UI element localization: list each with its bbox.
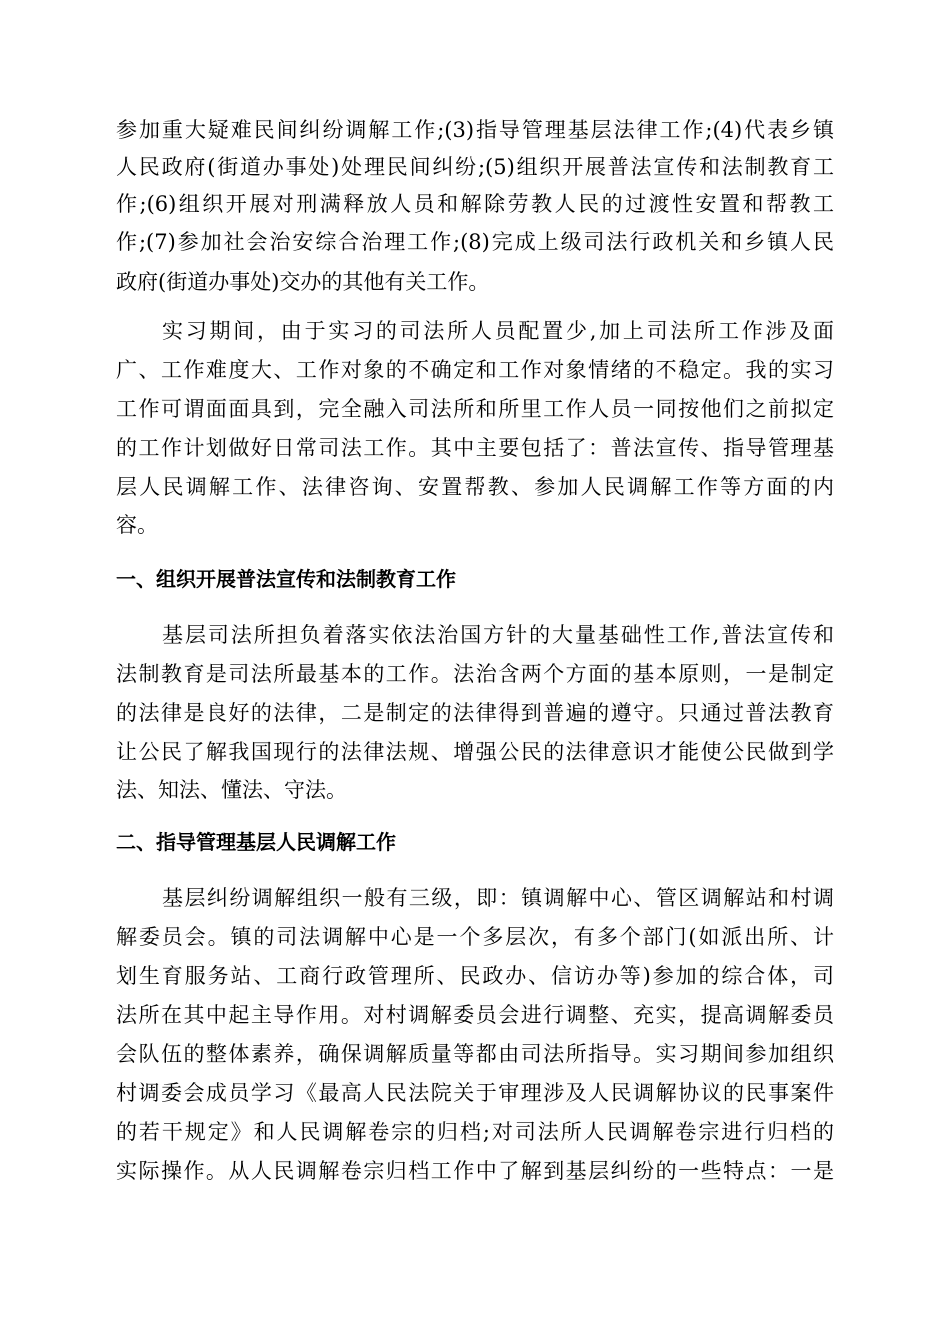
- text-line: 广、工作难度大、工作对象的不确定和工作对象情绪的不稳定。我的实习: [116, 358, 834, 382]
- text-line: 解委员会。镇的司法调解中心是一个多层次，有多个部门(如派出所、计: [116, 925, 834, 949]
- text-line: 政府(街道办事处)交办的其他有关工作。: [116, 270, 490, 294]
- section-heading: 二、指导管理基层人民调解工作: [116, 830, 396, 854]
- text-line: 工作可谓面面具到，完全融入司法所和所里工作人员一同按他们之前拟定: [116, 397, 834, 421]
- text-line: 的若干规定》和人民调解卷宗的归档;对司法所人民调解卷宗进行归档的: [116, 1120, 834, 1144]
- text-line: 法制教育是司法所最基本的工作。法治含两个方面的基本原则，一是制定: [116, 662, 834, 686]
- text-line: 作;(7)参加社会治安综合治理工作;(8)完成上级司法行政机关和乡镇人民: [116, 230, 834, 254]
- text-line: 人民政府(街道办事处)处理民间纠纷;(5)组织开展普法宣传和法制教育工: [116, 155, 834, 179]
- text-line: 实际操作。从人民调解卷宗归档工作中了解到基层纠纷的一些特点：一是: [116, 1159, 834, 1183]
- text-line: 法所在其中起主导作用。对村调解委员会进行调整、充实，提高调解委员: [116, 1003, 834, 1027]
- section-heading: 一、组织开展普法宣传和法制教育工作: [116, 567, 456, 591]
- text-line: 基层纠纷调解组织一般有三级，即：镇调解中心、管区调解站和村调: [162, 886, 834, 910]
- text-line: 法、知法、懂法、守法。: [116, 778, 347, 802]
- text-line: 作;(6)组织开展对刑满释放人员和解除劳教人民的过渡性安置和帮教工: [116, 192, 834, 216]
- text-line: 基层司法所担负着落实依法治国方针的大量基础性工作,普法宣传和: [162, 623, 834, 647]
- text-line: 会队伍的整体素养，确保调解质量等都由司法所指导。实习期间参加组织: [116, 1042, 834, 1066]
- text-line: 层人民调解工作、法律咨询、安置帮教、参加人民调解工作等方面的内: [116, 475, 834, 499]
- text-line: 实习期间，由于实习的司法所人员配置少,加上司法所工作涉及面: [162, 319, 834, 343]
- text-line: 划生育服务站、工商行政管理所、民政办、信访办等)参加的综合体，司: [116, 964, 834, 988]
- text-line: 参加重大疑难民间纠纷调解工作;(3)指导管理基层法律工作;(4)代表乡镇: [116, 118, 834, 142]
- text-line: 让公民了解我国现行的法律法规、增强公民的法律意识才能使公民做到学: [116, 740, 834, 764]
- text-line: 容。: [116, 513, 158, 537]
- text-line: 村调委会成员学习《最高人民法院关于审理涉及人民调解协议的民事案件: [116, 1081, 834, 1105]
- text-line: 的工作计划做好日常司法工作。其中主要包括了：普法宣传、指导管理基: [116, 436, 834, 460]
- text-line: 的法律是良好的法律，二是制定的法律得到普遍的遵守。只通过普法教育: [116, 701, 834, 725]
